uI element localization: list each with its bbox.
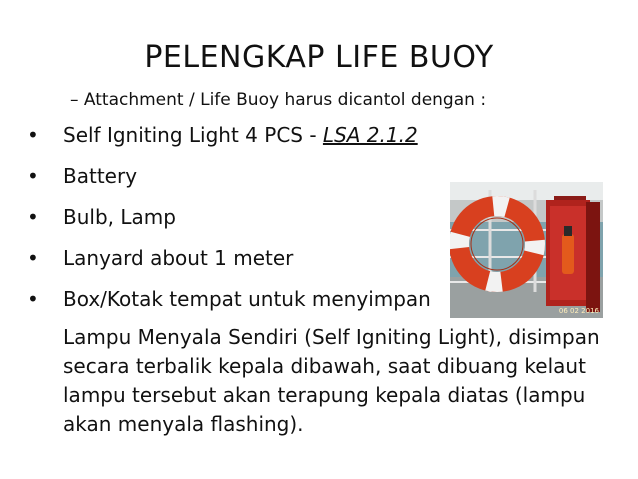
bullet-dot-icon: • [27,164,39,188]
self-igniting-light-icon [562,234,574,274]
bullet-text: Self Igniting Light 4 PCS - [63,123,323,147]
lsa-reference: LSA 2.1.2 [322,123,418,147]
bullet-dot-icon: • [27,123,39,147]
bullet-item [25,243,431,284]
life-buoy-illustration [450,182,603,318]
bullet-item [25,161,431,202]
description-paragraph: Lampu Menyala Sendiri (Self Igniting Light), disimpan secara terbalik kepala dibawah, saat dibuang kelaut lampu tersebut akan terapung kepala diatas (lampu akan menyala flashing). [63,325,600,436]
bullet-text: Box/Kotak tempat untuk menyimpan [63,287,431,311]
bullet-text: Lanyard about 1 meter [63,246,294,270]
bullet-text: Bulb, Lamp [63,205,176,229]
bullet-list [25,120,431,325]
bullet-dot-icon: • [27,287,39,311]
bullet-text: Battery [63,164,138,188]
bullet-item [25,120,431,161]
life-buoy-photo [450,182,603,318]
photo-date-stamp: 06 02 2016 [558,307,599,315]
slide-subtitle: – Attachment / Life Buoy harus dicantol dengan : [70,90,487,110]
bullet-dot-icon: • [27,205,39,229]
bullet-dot-icon: • [27,246,39,270]
slide-title: PELENGKAP LIFE BUOY [144,40,494,75]
bullet-item [25,284,431,325]
bullet-item [25,202,431,243]
